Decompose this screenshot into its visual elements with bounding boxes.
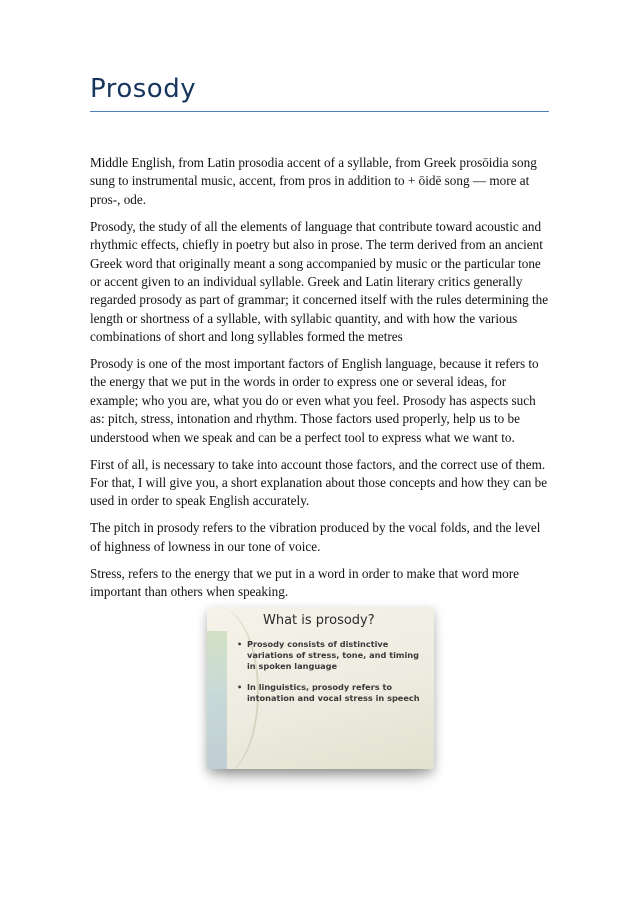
- slide-title: What is prosody?: [263, 613, 375, 628]
- slide-bullet-list: [237, 639, 427, 713]
- paragraph-definition: Prosody, the study of all the elements of language that contribute toward acoustic and rhythmic effects, chiefly in poetry but also in prose. The term derived from an ancient Greek word that originally meant a song accompanied by music or the particular tone or accent given to an individual syllable. Greek and Latin literary critics generally regarded prosody as part of grammar; it concerned itself with the rules determining the length or shortness of a syllable, with syllabic quantity, and with how the various combinations of short and long syllables formed the metres: [90, 218, 549, 345]
- paragraph-importance: Prosody is one of the most important factors of English language, because it refers to the energy that we put in the words in order to express one or several ideas, for example; who you are, what you do or even what you feel. Prosody has aspects such as: pitch, stress, intonation and rhythm. Those factors used properly, help us to be understood when we speak and can be a perfect tool to express what we want to.: [90, 356, 539, 445]
- paragraph-etymology: Middle English, from Latin prosodia accent of a syllable, from Greek prosōidia song sung to instrumental music, accent, from pros in addition to + ōidē song — more at pros-, ode.: [90, 155, 537, 207]
- page-title: Prosody: [90, 74, 197, 104]
- title-divider: [90, 111, 549, 112]
- slide-bullet-item: [237, 682, 427, 704]
- slide-bullet-text: Prosody consists of distinctive variations of stress, tone, and timing in spoken language: [247, 639, 419, 672]
- slide-bullet-text: In linguistics, prosody refers to intonation and vocal stress in speech: [247, 681, 420, 703]
- paragraph-stress: Stress, refers to the energy that we put in a word in order to make that word more important than others when speaking.: [90, 565, 519, 600]
- paragraph-intro-factors: First of all, is necessary to take into account those factors, and the correct use of them. For that, I will give you, a short explanation about those concepts and how they can be used in order to speak English accurately.: [90, 456, 548, 509]
- slide-bullet-item: [237, 639, 427, 673]
- document-body: [90, 154, 552, 610]
- paragraph-pitch: The pitch in prosody refers to the vibration produced by the vocal folds, and the level of highness of lowness in our tone of voice.: [90, 520, 541, 554]
- bullet-icon: •: [237, 681, 243, 692]
- bullet-icon: •: [237, 639, 243, 649]
- slide-image: [207, 607, 434, 769]
